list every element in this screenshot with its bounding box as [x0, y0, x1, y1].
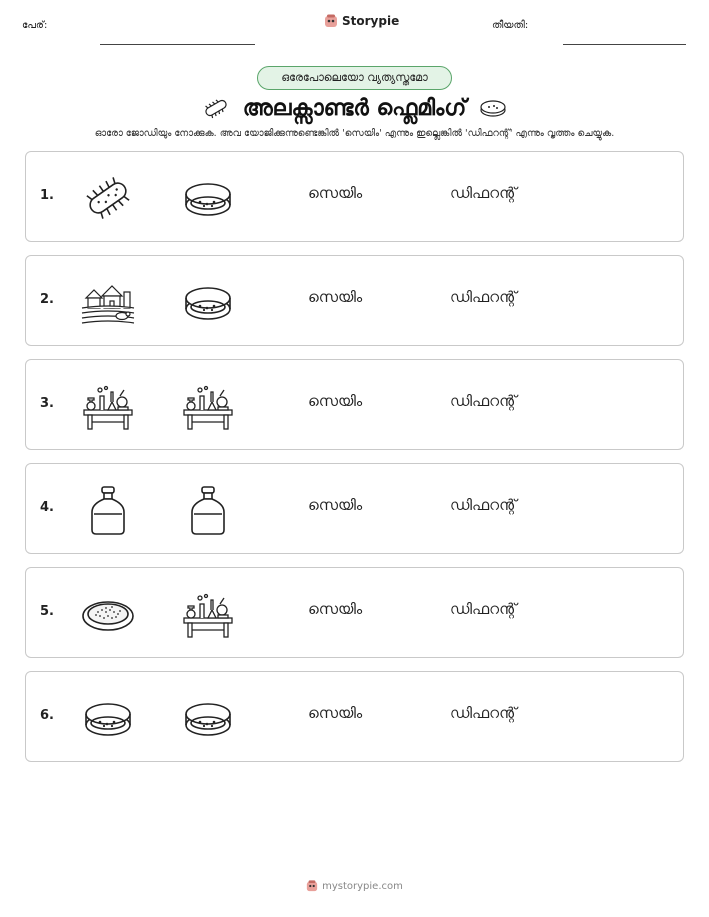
- worksheet-header: [0, 12, 709, 42]
- question-row: [25, 671, 684, 762]
- option-same[interactable]: സെയിം: [308, 704, 363, 722]
- question-number: 5.: [40, 604, 54, 619]
- bacteria-icon: [201, 96, 231, 120]
- question-row: [25, 567, 684, 658]
- storypie-logo-icon: [306, 880, 318, 892]
- option-different[interactable]: ഡിഫറന്റ്: [450, 288, 517, 306]
- activity-tag: ഒരേപോലെയോ വ്യത്യസ്തമോ: [257, 66, 452, 90]
- storypie-logo-icon: [324, 14, 338, 28]
- footer: [0, 880, 709, 892]
- name-line[interactable]: [100, 44, 255, 45]
- question-number: 3.: [40, 396, 54, 411]
- title-row: [0, 92, 709, 124]
- option-same[interactable]: സെയിം: [308, 288, 363, 306]
- option-different[interactable]: ഡിഫറന്റ്: [450, 704, 517, 722]
- lab-bench-icon: [80, 380, 136, 432]
- question-row: [25, 463, 684, 554]
- option-different[interactable]: ഡിഫറന്റ്: [450, 496, 517, 514]
- option-same[interactable]: സെയിം: [308, 184, 363, 202]
- question-row: [25, 151, 684, 242]
- petri-dish-icon: [180, 692, 236, 744]
- question-number: 4.: [40, 500, 54, 515]
- date-label: തീയതി:: [492, 20, 529, 31]
- option-same[interactable]: സെയിം: [308, 392, 363, 410]
- lab-bench-icon: [180, 380, 236, 432]
- question-number: 1.: [40, 188, 54, 203]
- bottle-icon: [80, 484, 136, 536]
- date-line[interactable]: [563, 44, 686, 45]
- instructions: ഓരോ ജോഡിയും നോക്കുക. അവ യോജിക്കുന്നുണ്ടെങ്കിൽ 'സെയിം' എന്നും ഇല്ലെങ്കിൽ 'ഡിഫറന്റ്' എന്നും വൃത്തം ചെയ്യുക.: [94, 128, 615, 139]
- option-different[interactable]: ഡിഫറന്റ്: [450, 600, 517, 618]
- name-label: പേര്:: [22, 20, 48, 31]
- question-row: [25, 255, 684, 346]
- footer-url[interactable]: mystorypie.com: [322, 880, 403, 892]
- bottle-icon: [180, 484, 236, 536]
- option-different[interactable]: ഡിഫറന്റ്: [450, 184, 517, 202]
- brand-name: Storypie: [342, 14, 400, 28]
- lab-bench-icon: [180, 588, 236, 640]
- brand-logo: [324, 14, 399, 28]
- question-row: [25, 359, 684, 450]
- bacteria-icon: [80, 172, 136, 224]
- page-title: അലക്സാണ്ടർ ഫ്ലെമിംഗ്: [242, 95, 467, 121]
- petri-dish-icon: [180, 172, 236, 224]
- petri-dish-icon: [180, 276, 236, 328]
- option-different[interactable]: ഡിഫറന്റ്: [450, 392, 517, 410]
- petri-dish-icon: [478, 96, 508, 120]
- question-number: 2.: [40, 292, 54, 307]
- option-same[interactable]: സെയിം: [308, 496, 363, 514]
- culture-dish-icon: [80, 588, 136, 640]
- farm-icon: [80, 276, 136, 328]
- question-number: 6.: [40, 708, 54, 723]
- petri-dish-icon: [80, 692, 136, 744]
- option-same[interactable]: സെയിം: [308, 600, 363, 618]
